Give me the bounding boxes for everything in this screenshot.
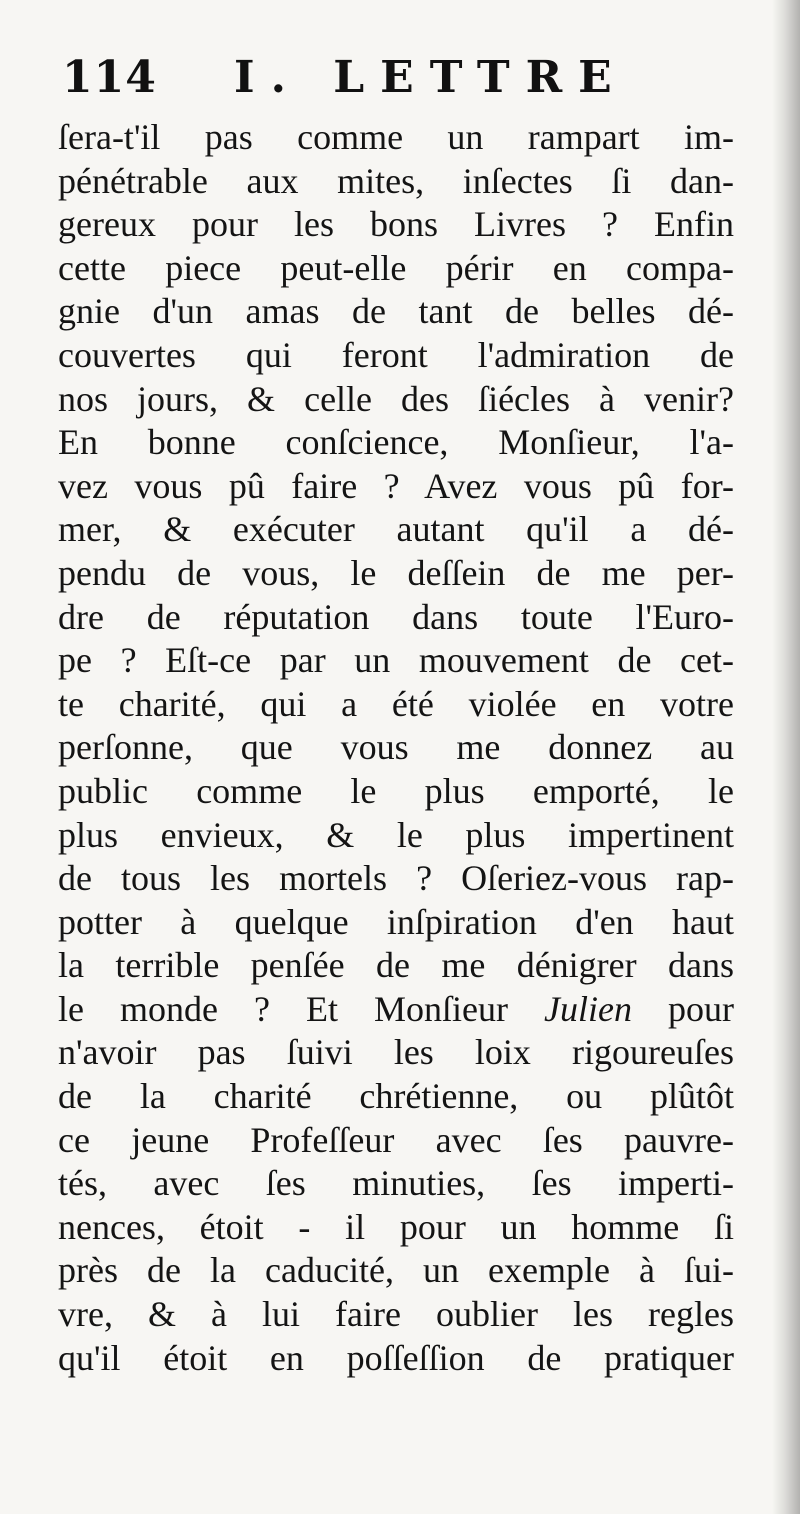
text-segment: pour bbox=[631, 988, 734, 1029]
text-line bbox=[58, 508, 734, 552]
text-segment: vez vous pû faire ? Avez vous pû for- bbox=[58, 465, 734, 506]
running-head: I. LETTRE bbox=[234, 52, 628, 103]
text-segment: n'avoir pas ſuivi les loix rigoureuſes bbox=[58, 1032, 734, 1073]
page-edge-shadow bbox=[772, 0, 800, 1514]
text-line bbox=[58, 552, 734, 596]
text-line bbox=[58, 1293, 734, 1337]
text-line bbox=[58, 290, 734, 334]
text-segment: nences, étoit - il pour un homme ſi bbox=[58, 1206, 734, 1247]
text-segment: tés, avec ſes minuties, ſes imperti- bbox=[58, 1163, 734, 1204]
text-line bbox=[58, 1337, 734, 1381]
text-line bbox=[58, 639, 734, 683]
text-segment: plus envieux, & le plus impertinent bbox=[58, 814, 734, 855]
text-segment: vre, & à lui faire oublier les regles bbox=[58, 1294, 734, 1335]
text-line bbox=[58, 203, 734, 247]
text-segment: ſera-t'il pas comme un rampart im- bbox=[58, 117, 734, 157]
text-line bbox=[58, 1075, 734, 1119]
text-line bbox=[58, 944, 734, 988]
text-line bbox=[58, 988, 734, 1032]
text-segment: de la charité chrétienne, ou plûtôt bbox=[58, 1076, 734, 1117]
text-segment: En bonne conſcience, Monſieur, l'a- bbox=[58, 422, 734, 463]
text-segment: qu'il étoit en poſſeſſion de pratiquer bbox=[58, 1337, 734, 1378]
text-segment: public comme le plus emporté, le bbox=[58, 770, 734, 811]
text-line bbox=[58, 247, 734, 291]
text-line bbox=[58, 116, 734, 160]
text-segment: dre de réputation dans toute l'Euro- bbox=[58, 596, 734, 637]
text-segment: te charité, qui a été violée en votre bbox=[58, 683, 734, 724]
text-line bbox=[58, 334, 734, 378]
text-line bbox=[58, 1031, 734, 1075]
text-segment: ce jeune Profeſſeur avec ſes pauvre- bbox=[58, 1119, 734, 1160]
text-line bbox=[58, 465, 734, 509]
text-line bbox=[58, 596, 734, 640]
text-segment: mer, & exécuter autant qu'il a dé- bbox=[58, 509, 734, 550]
text-line bbox=[58, 1206, 734, 1250]
text-line bbox=[58, 1249, 734, 1293]
page-number: 114 bbox=[62, 52, 157, 103]
text-segment: perſonne, que vous me donnez au bbox=[58, 727, 734, 768]
text-segment: potter à quelque inſpiration d'en haut bbox=[58, 901, 734, 942]
text-segment: le monde ? Et Monſieur bbox=[58, 988, 545, 1029]
text-line bbox=[58, 160, 734, 204]
text-segment: gnie d'un amas de tant de belles dé- bbox=[58, 291, 734, 332]
text-segment: pénétrable aux mites, inſectes ſi dan- bbox=[58, 160, 734, 201]
text-line bbox=[58, 421, 734, 465]
text-segment: couvertes qui feront l'admiration de bbox=[58, 334, 734, 375]
text-line bbox=[58, 857, 734, 901]
text-segment: pe ? Eſt-ce par un mouvement de cet- bbox=[58, 640, 734, 681]
text-segment: nos jours, & celle des ſiécles à venir? bbox=[58, 378, 734, 419]
text-line bbox=[58, 1119, 734, 1163]
text-line bbox=[58, 726, 734, 770]
text-line bbox=[58, 770, 734, 814]
text-line bbox=[58, 1162, 734, 1206]
text-segment: de tous les mortels ? Oſeriez-vous rap- bbox=[58, 858, 734, 899]
text-segment: pendu de vous, le deſſein de me per- bbox=[58, 552, 734, 593]
italic-name: Julien bbox=[544, 988, 632, 1029]
text-line bbox=[58, 901, 734, 945]
body-text bbox=[58, 116, 734, 1380]
text-line bbox=[58, 814, 734, 858]
text-line bbox=[58, 683, 734, 727]
text-segment: gereux pour les bons Livres ? Enfin bbox=[58, 204, 734, 245]
text-segment: cette piece peut-elle périr en compa- bbox=[58, 247, 734, 288]
page-header bbox=[58, 44, 758, 108]
text-line bbox=[58, 378, 734, 422]
text-segment: près de la caducité, un exemple à ſui- bbox=[58, 1250, 734, 1291]
text-segment: la terrible penſée de me dénigrer dans bbox=[58, 945, 734, 986]
